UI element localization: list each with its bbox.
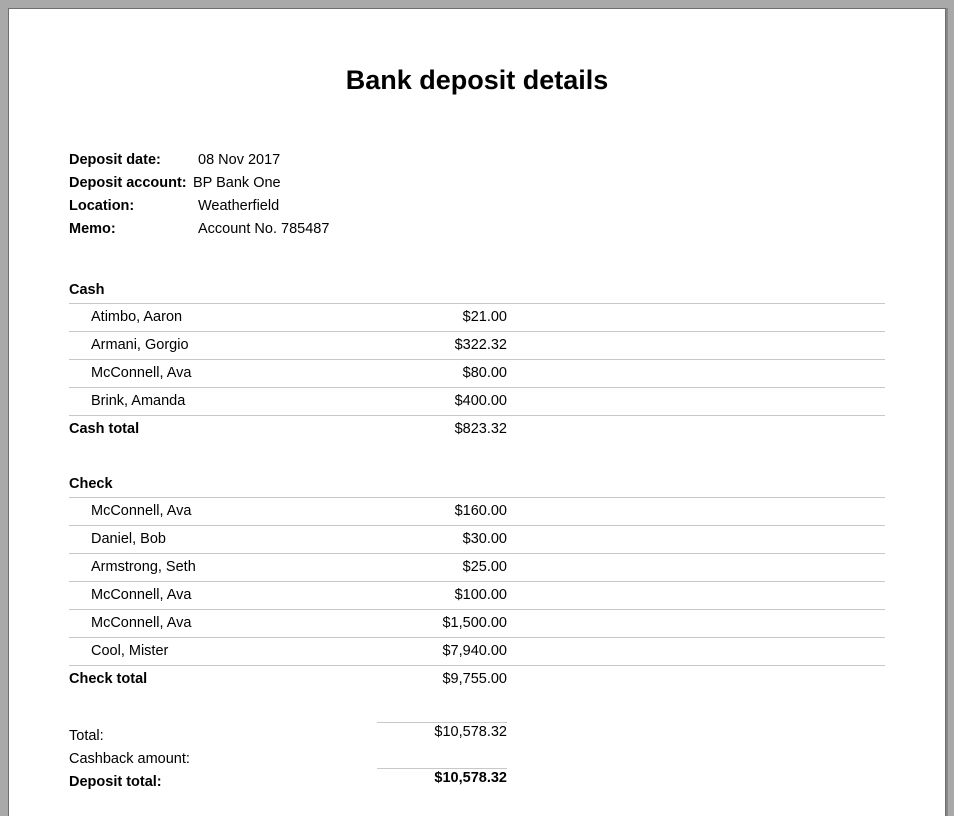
memo-label: Memo: (69, 221, 116, 237)
cash-total-value: $823.32 (454, 421, 507, 437)
table-row (69, 497, 885, 525)
check-section (69, 471, 885, 693)
payer-name: Daniel, Bob (91, 531, 166, 547)
table-row (69, 359, 885, 387)
cash-total-row (69, 415, 885, 443)
payment-amount: $100.00 (454, 587, 507, 603)
payment-amount: $160.00 (454, 503, 507, 519)
deposit-account-value: BP Bank One (193, 175, 281, 191)
payment-amount: $80.00 (462, 365, 507, 381)
payment-amount: $322.32 (454, 337, 507, 353)
check-heading: Check (69, 476, 113, 492)
deposit-date-label: Deposit date: (69, 152, 161, 168)
payment-amount: $30.00 (462, 531, 507, 547)
cashback-row (69, 744, 885, 767)
cash-section (69, 277, 885, 443)
table-row (69, 553, 885, 581)
deposit-date-value: 08 Nov 2017 (198, 152, 281, 168)
deposit-total-row (69, 767, 885, 790)
table-row (69, 387, 885, 415)
table-row (69, 609, 885, 637)
check-total-row (69, 665, 885, 693)
summary-total-label: Total: (69, 728, 104, 744)
payer-name: McConnell, Ava (91, 365, 192, 381)
payment-amount: $400.00 (454, 393, 507, 409)
cash-heading: Cash (69, 282, 105, 298)
summary-total-row (69, 721, 885, 744)
payer-name: Armstrong, Seth (91, 559, 196, 575)
table-row (69, 581, 885, 609)
deposit-account-label: Deposit account: (69, 175, 187, 191)
memo-value: Account No. 785487 (198, 221, 330, 237)
deposit-total-value: $10,578.32 (434, 770, 507, 786)
summary-total-value: $10,578.32 (434, 724, 507, 740)
table-row (69, 637, 885, 665)
payer-name: Atimbo, Aaron (91, 309, 183, 325)
table-row (69, 525, 885, 553)
table-row (69, 303, 885, 331)
payment-amount: $21.00 (462, 309, 507, 325)
deposit-total-label: Deposit total: (69, 774, 162, 790)
location-label: Location: (69, 198, 135, 214)
payer-name: Armani, Gorgio (91, 337, 189, 353)
payer-name: McConnell, Ava (91, 587, 192, 603)
payment-amount: $25.00 (462, 559, 507, 575)
table-row (69, 331, 885, 359)
check-total-label: Check total (69, 671, 148, 687)
location-value: Weatherfield (198, 198, 280, 214)
payer-name: Cool, Mister (91, 643, 169, 659)
payer-name: McConnell, Ava (91, 503, 192, 519)
deposit-summary (69, 721, 885, 790)
payer-name: McConnell, Ava (91, 615, 192, 631)
report-page (8, 8, 946, 816)
payment-amount: $7,940.00 (442, 643, 507, 659)
payer-name: Brink, Amanda (91, 393, 186, 409)
cashback-label: Cashback amount: (69, 751, 190, 767)
payment-amount: $1,500.00 (442, 615, 507, 631)
page-title: Bank deposit details (345, 65, 609, 95)
check-total-value: $9,755.00 (442, 671, 507, 687)
cash-total-label: Cash total (69, 421, 140, 437)
